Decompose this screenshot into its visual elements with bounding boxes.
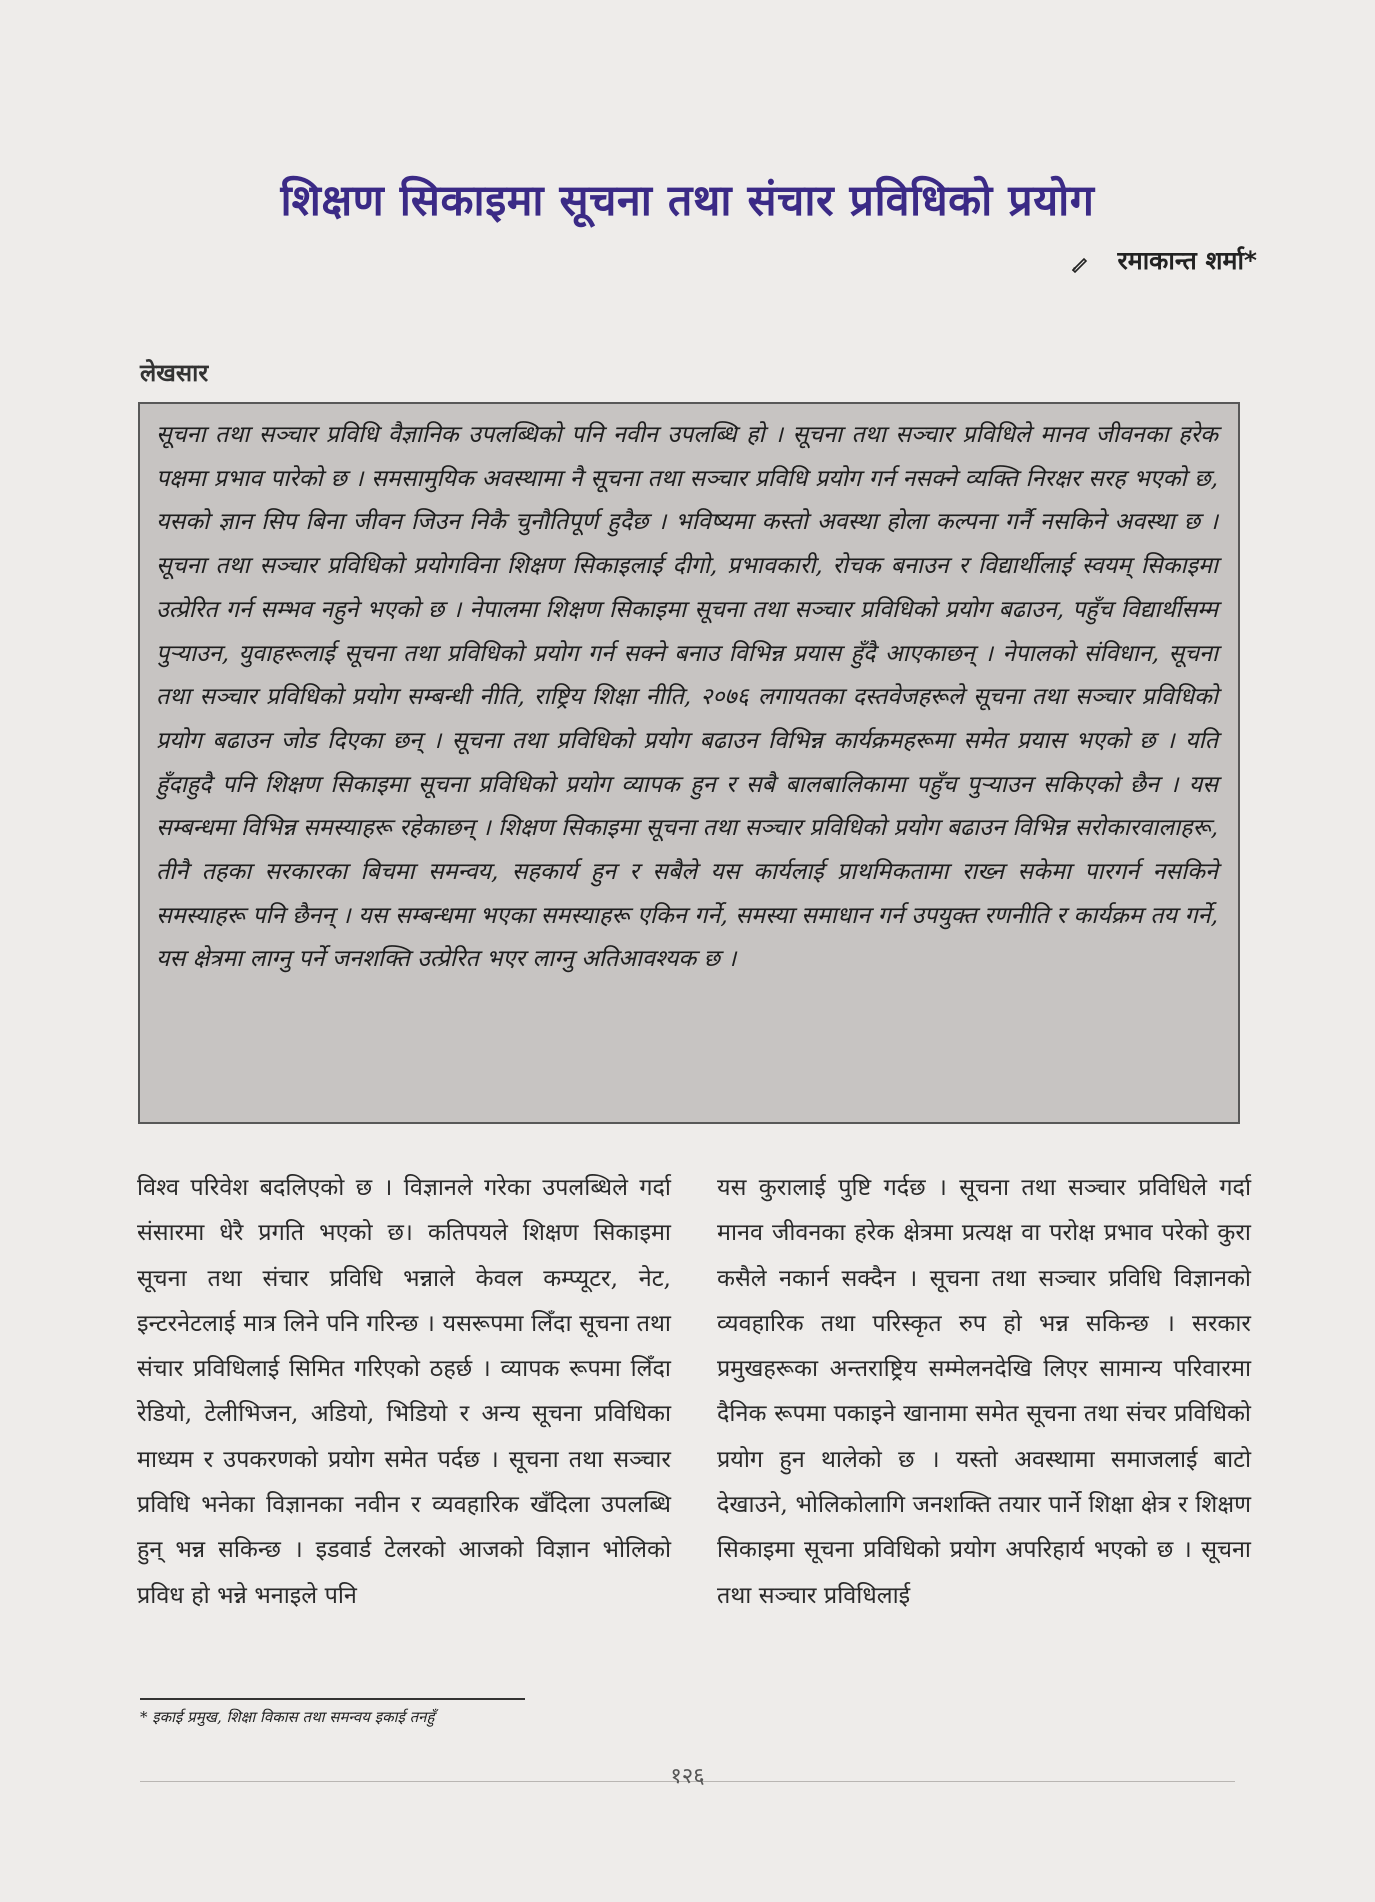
pen-icon	[1070, 250, 1090, 270]
author-name: रमाकान्त शर्मा*	[1117, 246, 1257, 275]
body-column-left: विश्व परिवेश बदलिएको छ । विज्ञानले गरेका उपलब्धिले गर्दा संसारमा धेरै प्रगति भएको छ। कतिपयले शिक्षण सिकाइमा सूचना तथा संचार प्रविधि भन्नाले केवल कम्प्यूटर, नेट, इन्टरनेटलाई मात्र लिने पनि गरिन्छ । यसरूपमा लिँदा सूचना तथा संचार प्रविधिलाई सिमित गरिएको ठहर्छ । व्यापक रूपमा लिँदा रेडियो, टेलीभिजन, अडियो, भिडियो र अन्य सूचना प्रविधिका माध्यम र उपकरणको प्रयोग समेत पर्दछ । सूचना तथा सञ्चार प्रविधि भनेका विज्ञानका नवीन र व्यवहारिक खँदिला उपलब्धि हुन् भन्न सकिन्छ । इडवार्ड टेलरको आजको विज्ञान भोलिको प्रविध हो भन्ने भनाइले पनि	[137, 1173, 671, 1609]
abstract-text: सूचना तथा सञ्चार प्रविधि वैज्ञानिक उपलब्धिको पनि नवीन उपलब्धि हो । सूचना तथा सञ्चार प्रविधिले मानव जीवनका हरेक पक्षमा प्रभाव पारेको छ । समसामुयिक अवस्थामा नै सूचना तथा सञ्चार प्रविधि प्रयोग गर्न नसक्ने व्यक्ति निरक्षर सरह भएको छ, यसको ज्ञान सिप बिना जीवन जिउन निकै चुनौतिपूर्ण हुदैछ । भविष्यमा कस्तो अवस्था होला कल्पना गर्नै नसकिने अवस्था छ । सूचना तथा सञ्चार प्रविधिको प्रयोगविना शिक्षण सिकाइलाई दीगो, प्रभावकारी, रोचक बनाउन र विद्यार्थीलाई स्वयम् सिकाइमा उत्प्रेरित गर्न सम्भव नहुने भएको छ । नेपालमा शिक्षण सिकाइमा सूचना तथा सञ्चार प्रविधिको प्रयोग बढाउन, पहुँच विद्यार्थीसम्म पुऱ्याउन, युवाहरूलाई सूचना तथा प्रविधिको प्रयोग गर्न सक्ने बनाउ विभिन्न प्रयास हुँदै आएकाछन् । नेपालको संविधान, सूचना तथा सञ्चार प्रविधिको प्रयोग सम्बन्धी नीति, राष्ट्रिय शिक्षा नीति, २०७६ लगायतका दस्तवेजहरूले सूचना तथा सञ्चार प्रविधिको प्रयोग बढाउन जोड दिएका छन् । सूचना तथा प्रविधिको प्रयोग बढाउन विभिन्न कार्यक्रमहरूमा समेत प्रयास भएको छ । यति हुँदाहुदै पनि शिक्षण सिकाइमा सूचना प्रविधिको प्रयोग व्यापक हुन र सबै बालबालिकामा पहुँच पुऱ्याउन सकिएको छैन । यस सम्बन्धमा विभिन्न समस्याहरू रहेकाछन् । शिक्षण सिकाइमा सूचना तथा सञ्चार प्रविधिको प्रयोग बढाउन विभिन्न सरोकारवालाहरू, तीनै तहका सरकारका बिचमा समन्वय, सहकार्य हुन र सबैले यस कार्यलाई प्राथमिकतामा राख्न सकेमा पारगर्न नसकिने समस्याहरू पनि छैनन् । यस सम्बन्धमा भएका समस्याहरू एकिन गर्ने, समस्या समाधान गर्न उपयुक्त रणनीति र कार्यक्रम तय गर्ने, यस क्षेत्रमा लाग्नु पर्ने जनशक्ति उत्प्रेरित भएर लाग्नु अतिआवश्यक छ ।	[156, 421, 1219, 973]
footnote-divider	[140, 1698, 525, 1700]
footnote: * इकाई प्रमुख, शिक्षा विकास तथा समन्वय इकाई तनहुँ	[140, 1708, 435, 1726]
abstract-box	[138, 402, 1240, 1124]
author-byline	[1070, 243, 1257, 277]
body-column-right: यस कुरालाई पुष्टि गर्दछ । सूचना तथा सञ्चार प्रविधिले गर्दा मानव जीवनका हरेक क्षेत्रमा प्रत्यक्ष वा परोक्ष प्रभाव परेको कुरा कसैले नकार्न सक्दैन । सूचना तथा सञ्चार प्रविधि विज्ञानको व्यवहारिक तथा परिस्कृत रुप हो भन्न सकिन्छ । सरकार प्रमुखहरूका अन्तराष्ट्रिय सम्मेलनदेखि लिएर सामान्य परिवारमा दैनिक रूपमा पकाइने खानामा समेत सूचना तथा संचर प्रविधिको प्रयोग हुन थालेको छ । यस्तो अवस्थामा समाजलाई बाटो देखाउने, भोलिकोलागि जनशक्ति तयार पार्ने शिक्षा क्षेत्र र शिक्षण सिकाइमा सूचना प्रविधिको प्रयोग अपरिहार्य भएको छ । सूचना तथा सञ्चार प्रविधिलाई	[717, 1173, 1251, 1609]
article-title: शिक्षण सिकाइमा सूचना तथा संचार प्रविधिको प्रयोग	[280, 175, 1095, 226]
abstract-heading: लेखसार	[140, 359, 209, 387]
page-number: १२६	[670, 1764, 705, 1789]
